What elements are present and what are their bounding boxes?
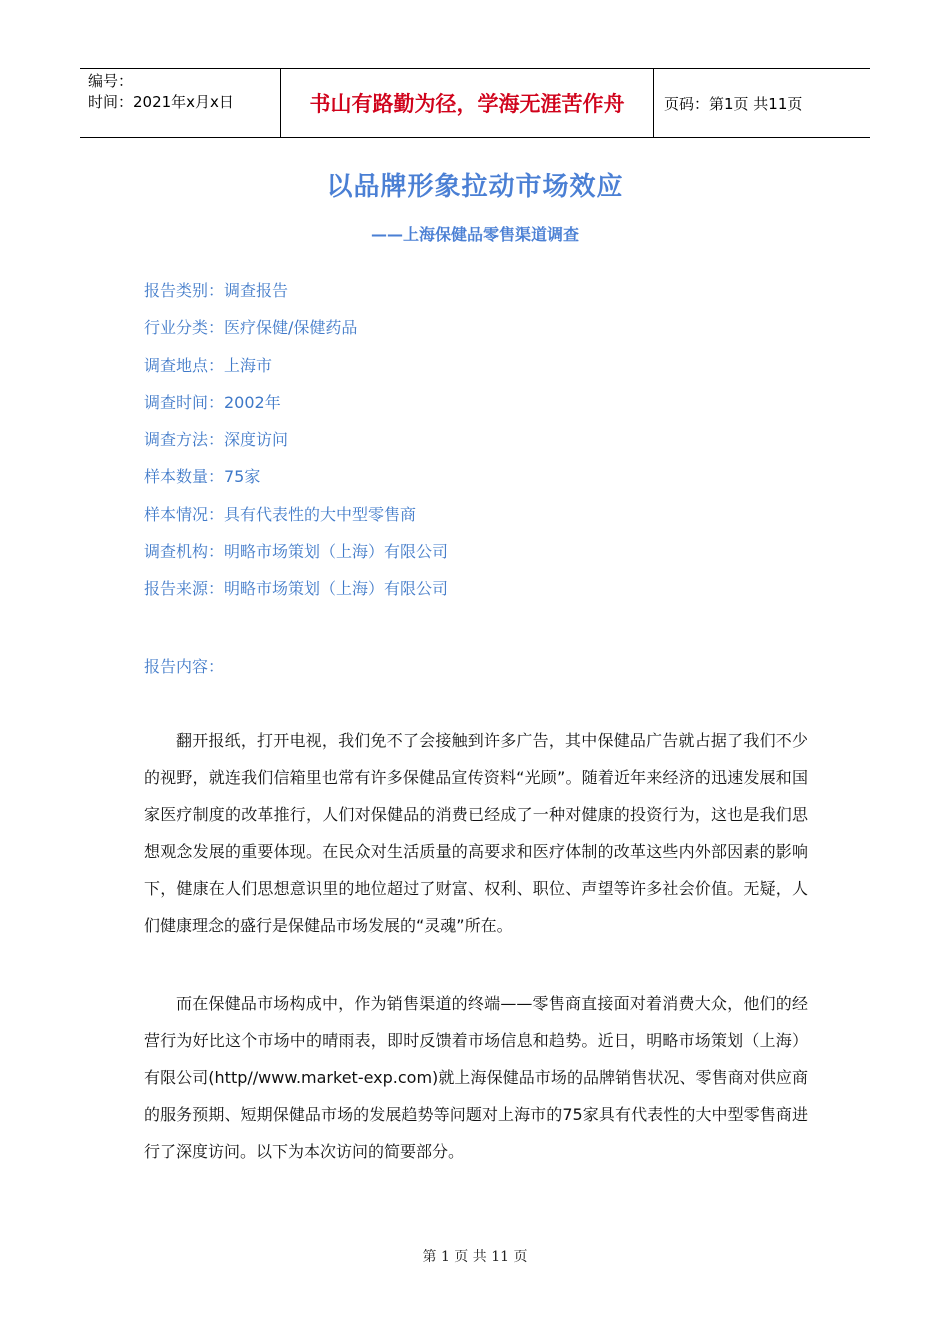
meta-category: 报告类别：调查报告 (144, 281, 289, 300)
document-title: 以品牌形象拉动市场效应 (326, 172, 624, 202)
meta-time: 调查时间：2002年 (144, 392, 281, 412)
report-meta (144, 280, 448, 616)
meta-agency: 调查机构：明略市场策划（上海）有限公司 (144, 542, 449, 562)
document-subtitle: ——上海保健品零售渠道调查 (370, 225, 579, 244)
body-paragraph: 而在保健品市场构成中，作为销售渠道的终端——零售商直接面对着消费大众，他们的经营行为好比这个市场中的晴雨表，即时反馈着市场信息和趋势。近日，明略市场策划（上海）有限公司(http//www.market-exp.com)就上海保健品市场的品牌销售状况、零售商对供应商的服务预期、短期保健品市场的发展趋势等问题对上海市的75家具有代表性的大中型零售商进行了深度访问。以下为本次访问的简要部分。 (144, 994, 808, 1161)
meta-sample-size: 样本数量：75家 (144, 467, 261, 487)
page-footer: 第 1 页 共 11 页 (422, 1249, 528, 1265)
header-info (80, 69, 280, 137)
time-label: 时间：2021年x月x日 (88, 93, 234, 111)
meta-sample-profile: 样本情况：具有代表性的大中型零售商 (144, 504, 417, 524)
meta-source: 报告来源：明略市场策划（上海）有限公司 (144, 579, 449, 599)
body-paragraph: 翻开报纸，打开电视，我们免不了会接触到许多广告，其中保健品广告就占据了我们不少的视野，就连我们信箱里也常有许多保健品宣传资料“光顾”。随着近年来经济的迅速发展和国家医疗制度的改革推行，人们对保健品的消费已经成了一种对健康的投资行为，这也是我们思想观念发展的重要体现。在民众对生活质量的高要求和医疗体制的改革这些内外部因素的影响下，健康在人们思想意识里的地位超过了财富、权利、职位、声望等许多社会价值。无疑，人们健康理念的盛行是保健品市场发展的“灵魂”所在。 (144, 731, 808, 935)
content-label: 报告内容： (144, 657, 225, 676)
meta-method: 调查方法：深度访问 (144, 430, 289, 450)
header-motto: 书山有路勤为径，学海无涯苦作舟 (280, 69, 654, 137)
page-header (80, 68, 870, 138)
meta-location: 调查地点：上海市 (144, 355, 273, 375)
number-label: 编号： (88, 72, 134, 90)
meta-industry: 行业分类：医疗保健/保健药品 (144, 318, 358, 338)
header-page-info: 页码：第1页 共11页 (664, 94, 803, 113)
